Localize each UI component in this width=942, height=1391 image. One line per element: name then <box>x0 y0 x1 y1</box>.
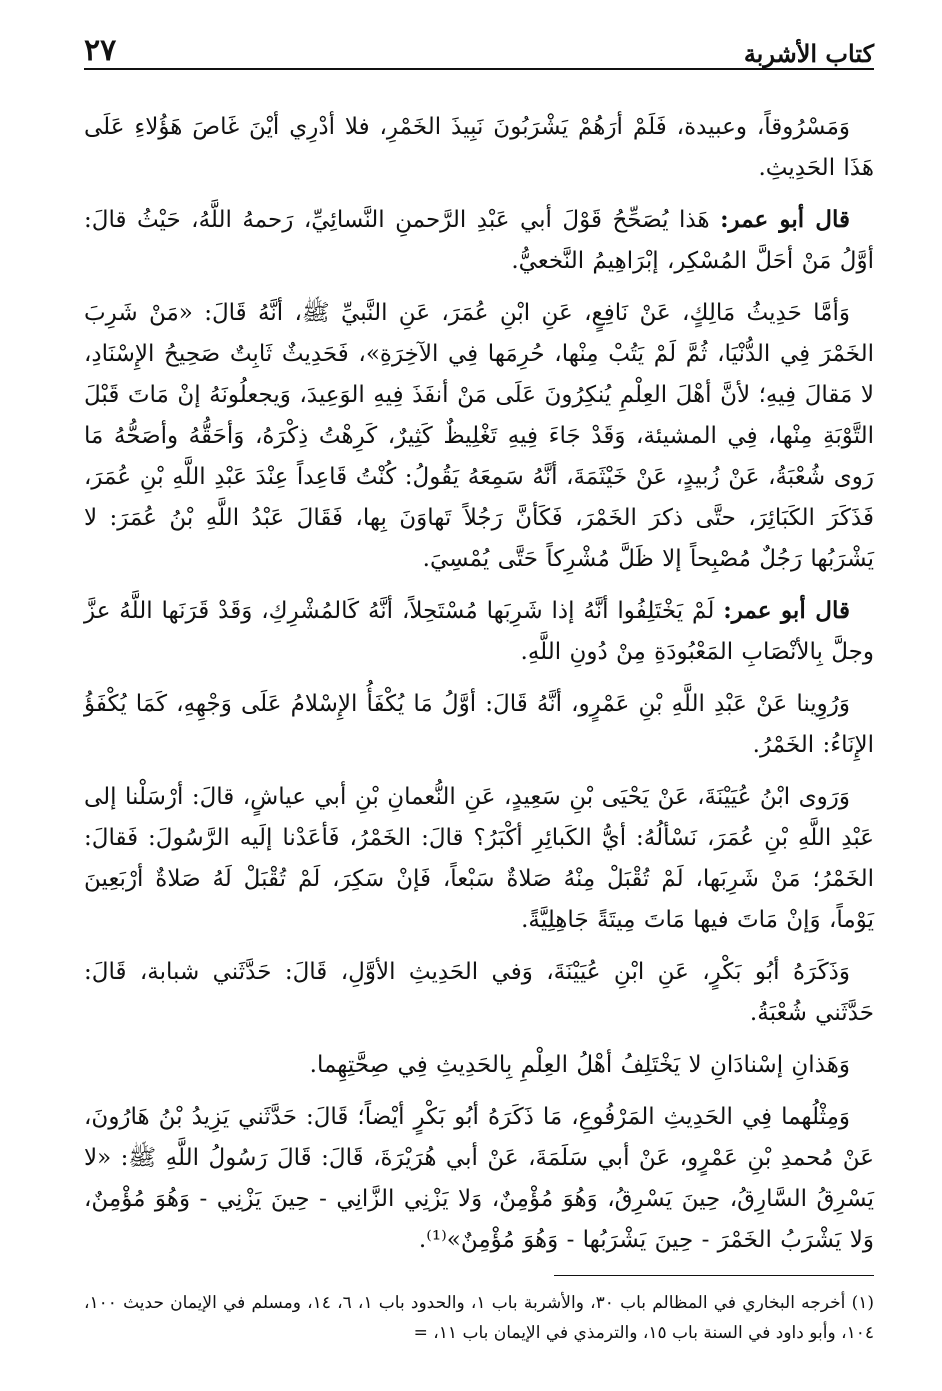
footnote-divider <box>554 1275 874 1276</box>
paragraph <box>84 199 874 282</box>
page-body <box>84 106 874 1261</box>
paragraph-text: وَأمَّا حَدِيثُ مَالِكٍ، عَنْ نَافِعٍ، عَنِ ابْنِ عُمَرَ، عَنِ النَّبيِّ ﷺ، أنَّهُ قَالَ: «مَنْ شَرِبَ الخَمْرَ فِي الدُّنْيَا، ثُمَّ لَمْ يَتُبْ مِنْها، حُرِمَها فِي الآخِرَةِ»، فَحَدِيثٌ ثَابِتٌ صَحِيحُ الإِسْنَادِ، لا مَقالَ فِيهِ؛ لأنَّ أهْلَ العِلْمِ يُنكِرُونَ عَلَى مَنْ أنفَذَ فِيهِ الوَعِيدَ، وَيجعلُونَهُ إنْ مَاتَ قَبْلَ التَّوْبَةِ مِنْها، فِي المشيئة، وَقَدْ جَاءَ فِيهِ تَغْلِيظٌ كَثِيرٌ، كَرِهْتُ ذِكْرَهُ، وَأحَقُّهُ وأصَحُّهُ مَا رَوى شُعْبَةُ، عَنْ زُبيدٍ، عَنْ خَيْثَمَةَ، أنَّهُ سَمِعَهُ يَقُولُ: كُنْتُ قَاعِداً عِنْدَ عَبْدِ اللَّهِ بْنِ عُمَرَ، فَذَكَرَ الكَبَائِرَ، حتَّى ذكرَ الخَمْرَ، فَكَأنَّ رَجُلاً تَهاوَنَ بِها، فَقَالَ عَبْدُ اللَّهِ بْنُ عُمَرَ: لا يَشْرَبُها رَجُلٌ مُصْبِحاً إلا ظَلَّ مُشْرِكاً حَتَّى يُمْسِيَ. <box>84 300 874 572</box>
book-title: كتاب الأشربة <box>743 39 874 68</box>
paragraph-text: وَرُوِينا عَنْ عَبْدِ اللَّهِ بْنِ عَمْرٍو، أنَّهُ قَالَ: أوَّلُ مَا يُكْفَأُ الإِسْلامُ عَلَى وَجْهِهِ، كَمَا يُكْفَؤُ الإِنَاءُ: الخَمْرُ. <box>84 691 874 758</box>
paragraph <box>84 106 874 189</box>
paragraph-text: لَمْ يَخْتَلِفُوا أنَّهُ إذا شَرِبَها مُسْتَحِلاً، أنَّهُ كَالمُشْرِكِ، وَقَدْ قَرَنَها اللَّهُ عزَّ وجلَّ بِالأنْصَابِ المَعْبُودَةِ مِنْ دُونِ اللَّهِ. <box>84 598 874 665</box>
paragraph-text: وَهَذانِ إسْنادَانِ لا يَخْتَلِفُ أهْلُ العِلْمِ بِالحَدِيثِ فِي صِحَّتِهِما. <box>309 1052 850 1078</box>
paragraph-text: وَذَكَرَهُ أبُو بَكْرٍ، عَنِ ابْنِ عُيَيْنَةَ، وَفي الحَدِيثِ الأوَّلِ، قَالَ: حَدَّثَني شبابة، قَالَ: حَدَّثَني شُعْبَةُ. <box>84 959 874 1026</box>
paragraph-lead: قال أبو عمر: <box>723 597 851 624</box>
paragraph <box>84 951 874 1034</box>
paragraph-text: وَمِثْلُهما فِي الحَدِيثِ المَرْفُوعِ، مَا ذَكَرَهُ أبُو بَكْرٍ أيْضاً؛ قَالَ: حَدَّثَني يَزِيدُ بْنُ هَارُونَ، عَنْ مُحمدِ بْنِ عَمْرٍو، عَنْ أبي سَلَمَةَ، عَنْ أبي هُرَيْرَةَ، قَالَ: قَالَ رَسُولُ اللَّهِ ﷺ: «لا يَسْرِقُ السَّارِقُ، حِينَ يَسْرِقُ، وَهُوَ مُؤْمِنٌ، وَلا يَزْنِي الزَّانِي - حِينَ يَزْنِي - وَهُوَ مُؤْمِنٌ، وَلا يَشْرَبُ الخَمْرَ - حِينَ يَشْرَبُها - وَهُوَ مُؤْمِنٌ»⁽¹⁾. <box>84 1104 874 1253</box>
paragraph-text: وَرَوى ابْنُ عُيَيْنَةَ، عَنْ يَحْيَى بْنِ سَعِيدٍ، عَنِ النُّعمانِ بْنِ أبي عياشٍ، قالَ: أرْسَلْنا إلى عَبْدِ اللَّهِ بْنِ عُمَرَ، نَسْألُهُ: أيُّ الكَبائِرِ أكْبَرُ؟ قالَ: الخَمْرُ، فَأعَدْنا إلَيه الرَّسُولَ: فَقالَ: الخَمْرُ؛ مَنْ شَرِبَها، لَمْ تُقْبَلْ مِنْهُ صَلاةٌ سَبْعاً، فَإنْ سَكِرَ، لَمْ تُقْبَلْ لَهُ صَلاةٌ أرْبَعِينَ يَوْماً، وَإنْ مَاتَ فيها مَاتَ مِيتَةً جَاهِلِيَّةً. <box>84 784 874 933</box>
paragraph-text: وَمَسْرُوقاً، وعبيدة، فَلَمْ أرَهُمْ يَشْرَبُونَ نَبِيذَ الخَمْرِ، فلا أدْرِي أيْنَ غَاصَ هَؤُلاءِ عَلَى هَذَا الحَدِيثِ. <box>84 114 874 181</box>
paragraph <box>84 292 874 580</box>
paragraph <box>84 590 874 673</box>
paragraph <box>84 776 874 941</box>
paragraph <box>84 1044 874 1086</box>
paragraph-text: هَذا يُصَحِّحُ قَوْلَ أبي عَبْدِ الرَّحمنِ النَّسائِيِّ، رَحمهُ اللَّهُ، حَيْثُ قالَ: أوَّلُ مَنْ أحَلَّ المُسْكِر، إبْرَاهِيمُ النَّخعيُّ. <box>84 207 874 274</box>
page-number: ٢٧ <box>84 33 117 68</box>
paragraph <box>84 1096 874 1261</box>
running-header <box>84 22 874 70</box>
paragraph-lead: قال أبو عمر: <box>720 206 850 233</box>
footnote: (١) أخرجه البخاري في المظالم باب ٣٠، والأشربة باب ١، والحدود باب ١، ٦، ١٤، ومسلم في الإيمان حديث ١٠٠، ١٠٤، وأبو داود في السنة باب ١٥، والترمذي في الإيمان باب ١١، = <box>84 1293 875 1343</box>
paragraph <box>84 683 874 766</box>
